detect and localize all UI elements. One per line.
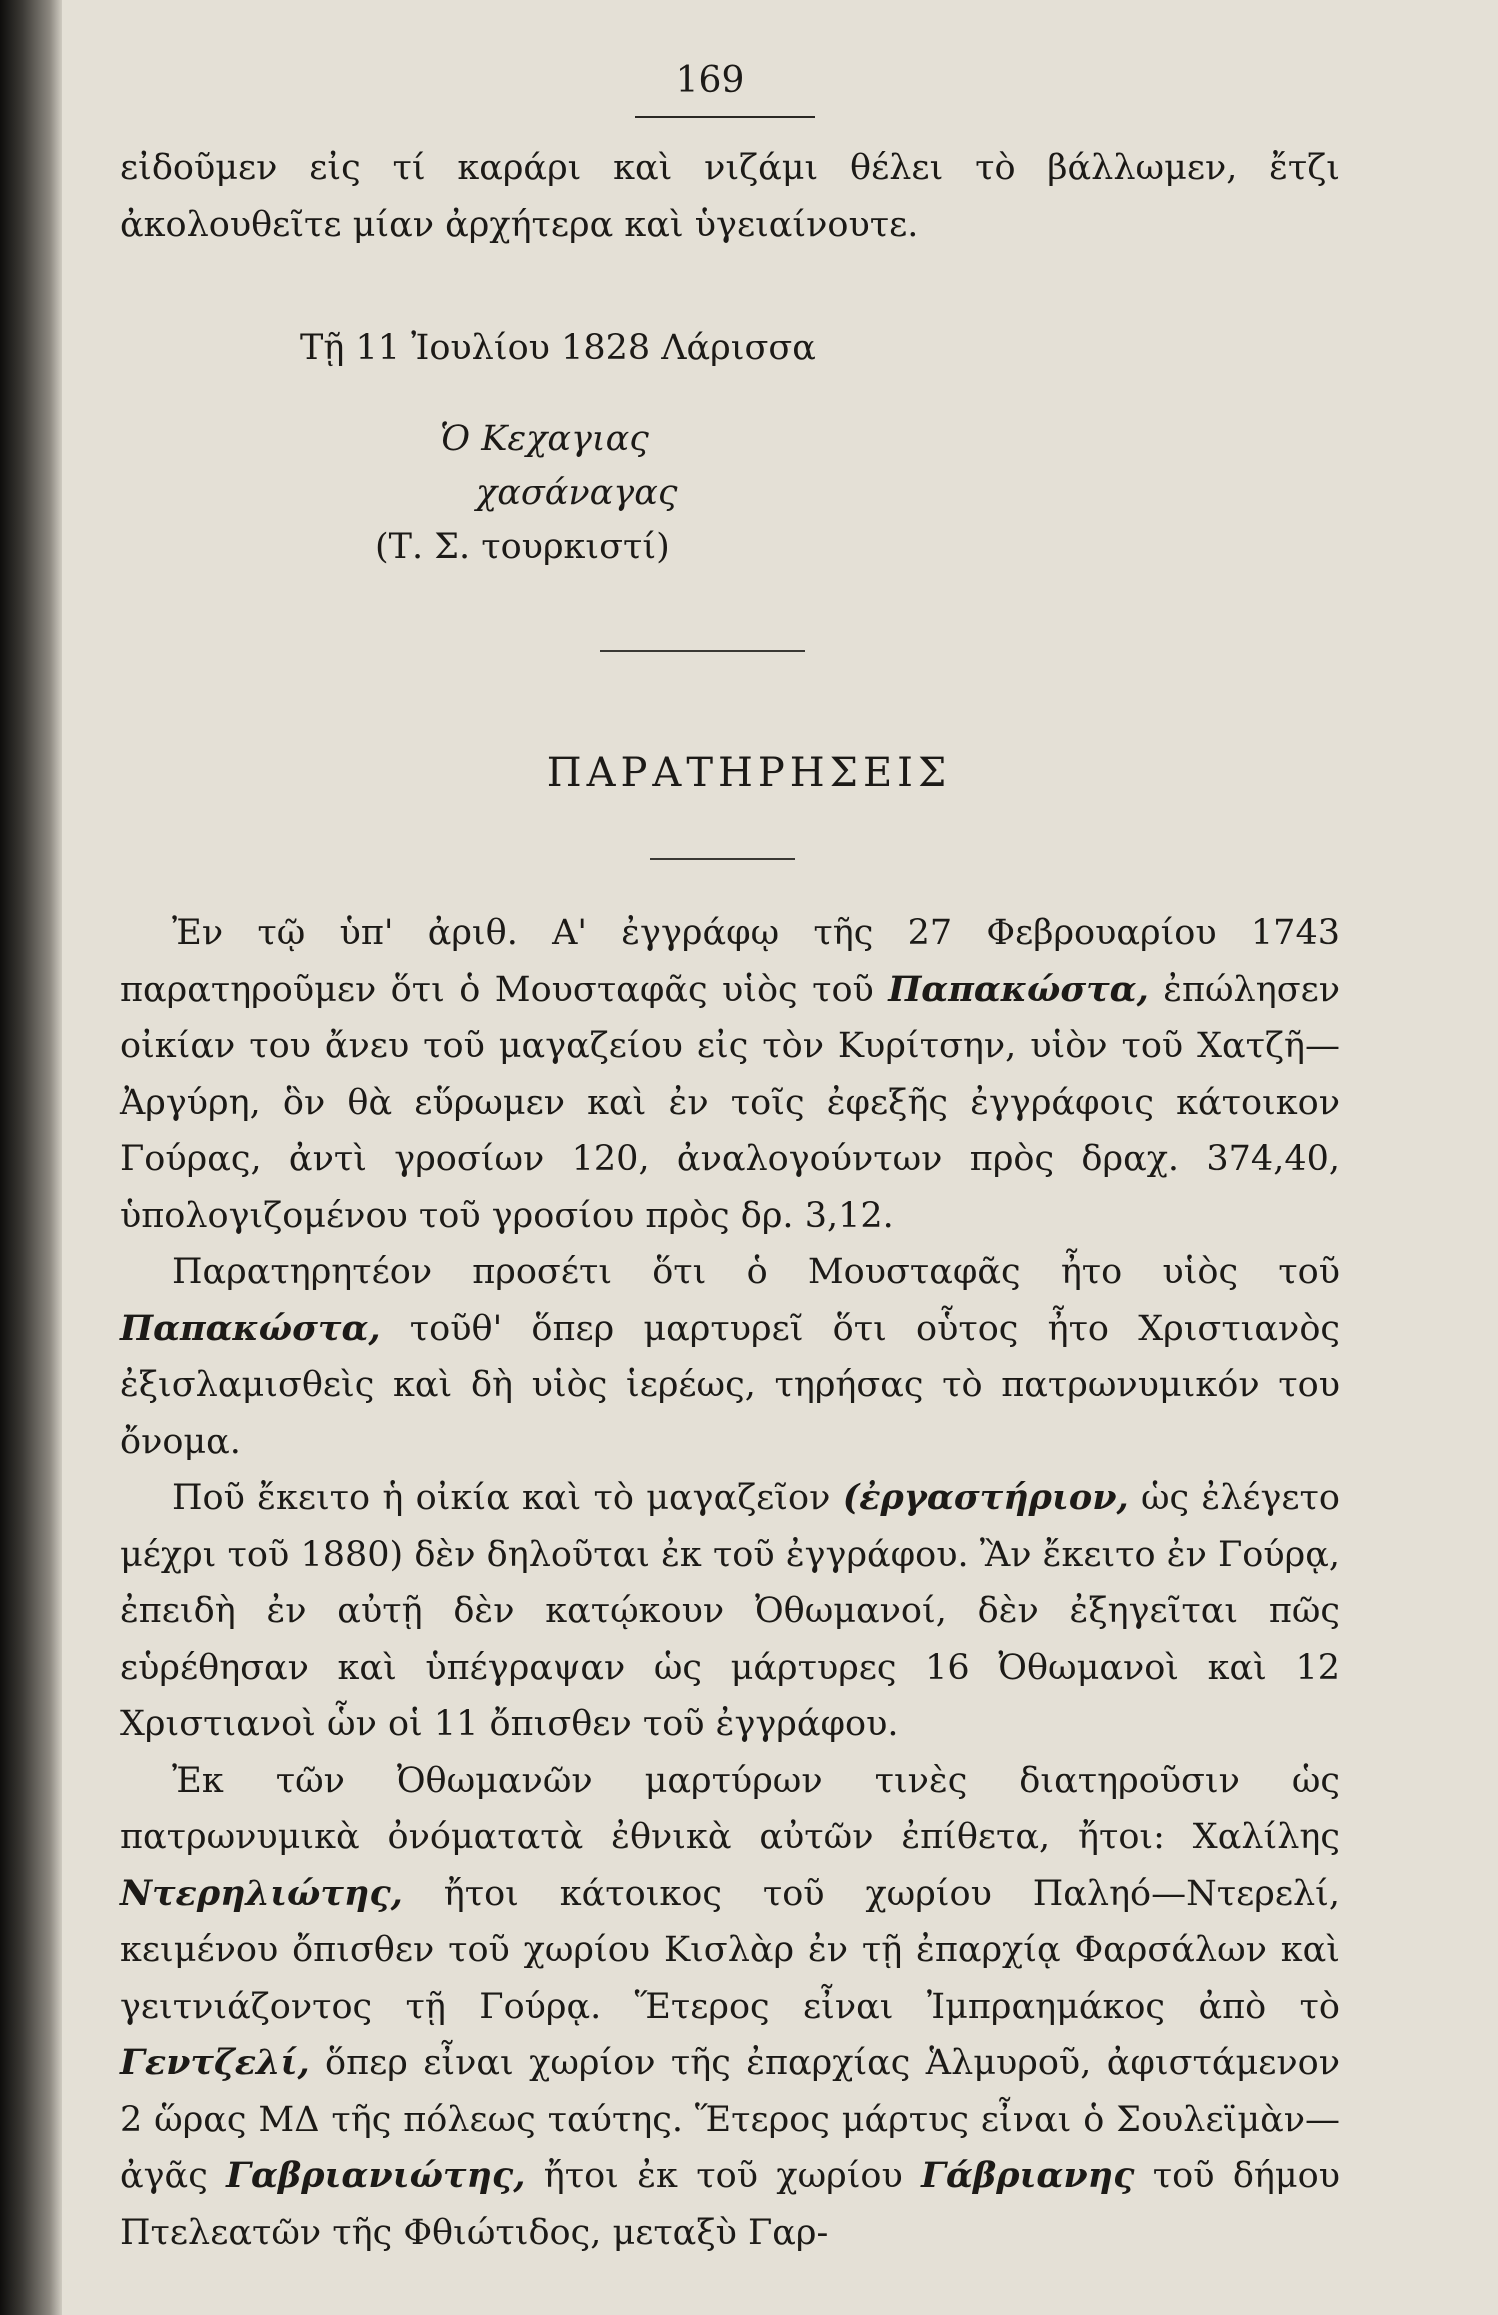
paragraph: Ποῦ ἔκειτο ἡ οἰκία καὶ τὸ μαγαζεῖον (ἐργαστήριον, ὡς ἐλέγετο μέχρι τοῦ 1880) δὲν δηλοῦται ἐκ τοῦ ἐγγράφου. Ἂν ἔκειτο ἐν Γούρᾳ, ἐπειδὴ ἐν αὐτῇ δὲν κατῴκουν Ὀθωμανοί, δὲν ἐξηγεῖται πῶς εὑρέθησαν καὶ ὑπέγραψαν ὡς μάρτυρες 16 Ὀθωμανοὶ καὶ 12 Χριστιανοὶ ὧν οἱ 11 ὄπισθεν τοῦ ἐγγράφου. bbox=[120, 1477, 1340, 1744]
section-divider-top bbox=[600, 650, 805, 652]
section-heading: ΠΑΡΑΤΗΡΗΣΕΙΣ bbox=[546, 750, 952, 796]
signature-title: χασάναγας bbox=[476, 473, 678, 513]
observations-body bbox=[120, 905, 1340, 2261]
signature-transliteration: (Τ. Σ. τουρκιστί) bbox=[375, 527, 670, 567]
signature-date: Τῇ 11 Ἰουλίου 1828 Λάρισσα bbox=[300, 328, 816, 368]
book-spine-shadow bbox=[0, 0, 62, 2315]
paragraph: Ἐκ τῶν Ὀθωμανῶν μαρτύρων τινὲς διατηροῦσιν ὡς πατρωνυμικὰ ὀνόματατὰ ἐθνικὰ αὐτῶν ἐπίθετα, ἤτοι: Χαλίλης Ντερηλιώτης, ἤτοι κάτοικος τοῦ χωρίου Παληό—Ντερελί, κειμένου ὄπισθεν τοῦ χωρίου Κισλὰρ ἐν τῇ ἐπαρχίᾳ Φαρσάλων καὶ γειτνιάζοντος τῇ Γούρᾳ. Ἕτερος εἶναι Ἰμπραημάκος ἀπὸ τὸ Γεντζελί, ὅπερ εἶναι χωρίον τῆς ἐπαρχίας Ἁλμυροῦ, ἀφιστάμενον 2 ὥρας ΜΔ τῆς πόλεως ταύτης. Ἕτερος μάρτυς εἶναι ὁ Σουλεϊμὰν—ἀγᾶς Γαβριανιώτης, ἤτοι ἐκ τοῦ χωρίου Γάβριανης τοῦ δήμου Πτελεατῶν τῆς Φθιώτιδος, μεταξὺ Γαρ- bbox=[120, 1760, 1340, 2253]
letter-closing-text: εἰδοῦμεν εἰς τί καράρι καὶ νιζάμι θέλει τὸ βάλλωμεν, ἔτζι ἀκολουθεῖτε μίαν ἀρχήτερα καὶ ὑγειαίνουτε. bbox=[120, 148, 1340, 245]
paragraph: Παρατηρητέον προσέτι ὅτι ὁ Μουσταφᾶς ἦτο υἱὸς τοῦ Παπακώστα, τοῦθ' ὅπερ μαρτυρεῖ ὅτι οὗτος ἦτο Χριστιανὸς ἐξισλαμισθεὶς καὶ δὴ υἱὸς ἱερέως, τηρήσας τὸ πατρωνυμικόν του ὄνομα. bbox=[120, 1252, 1340, 1462]
paragraph: Ἐν τῷ ὑπ' ἀριθ. Α' ἐγγράφῳ τῆς 27 Φεβρουαρίου 1743 παρατηροῦμεν ὅτι ὁ Μουσταφᾶς υἱὸς τοῦ Παπακώστα, ἐπώλησεν οἰκίαν του ἄνευ τοῦ μαγαζείου εἰς τὸν Κυρίτσην, υἱὸν τοῦ Χατζῆ—Ἀργύρη, ὃν θὰ εὕρωμεν καὶ ἐν τοῖς ἐφεξῆς ἐγγράφοις κάτοικον Γούρας, ἀντὶ γροσίων 120, ἀναλογούντων πρὸς δραχ. 374,40, ὑπολογιζομένου τοῦ γροσίου πρὸς δρ. 3,12. bbox=[120, 913, 1341, 1236]
section-divider-bottom bbox=[650, 858, 795, 860]
page-number-rule bbox=[635, 116, 815, 118]
page-number: 169 bbox=[675, 60, 745, 101]
signature-name: Ὁ Κεχαγιας bbox=[440, 419, 649, 459]
signature-block bbox=[375, 412, 678, 574]
